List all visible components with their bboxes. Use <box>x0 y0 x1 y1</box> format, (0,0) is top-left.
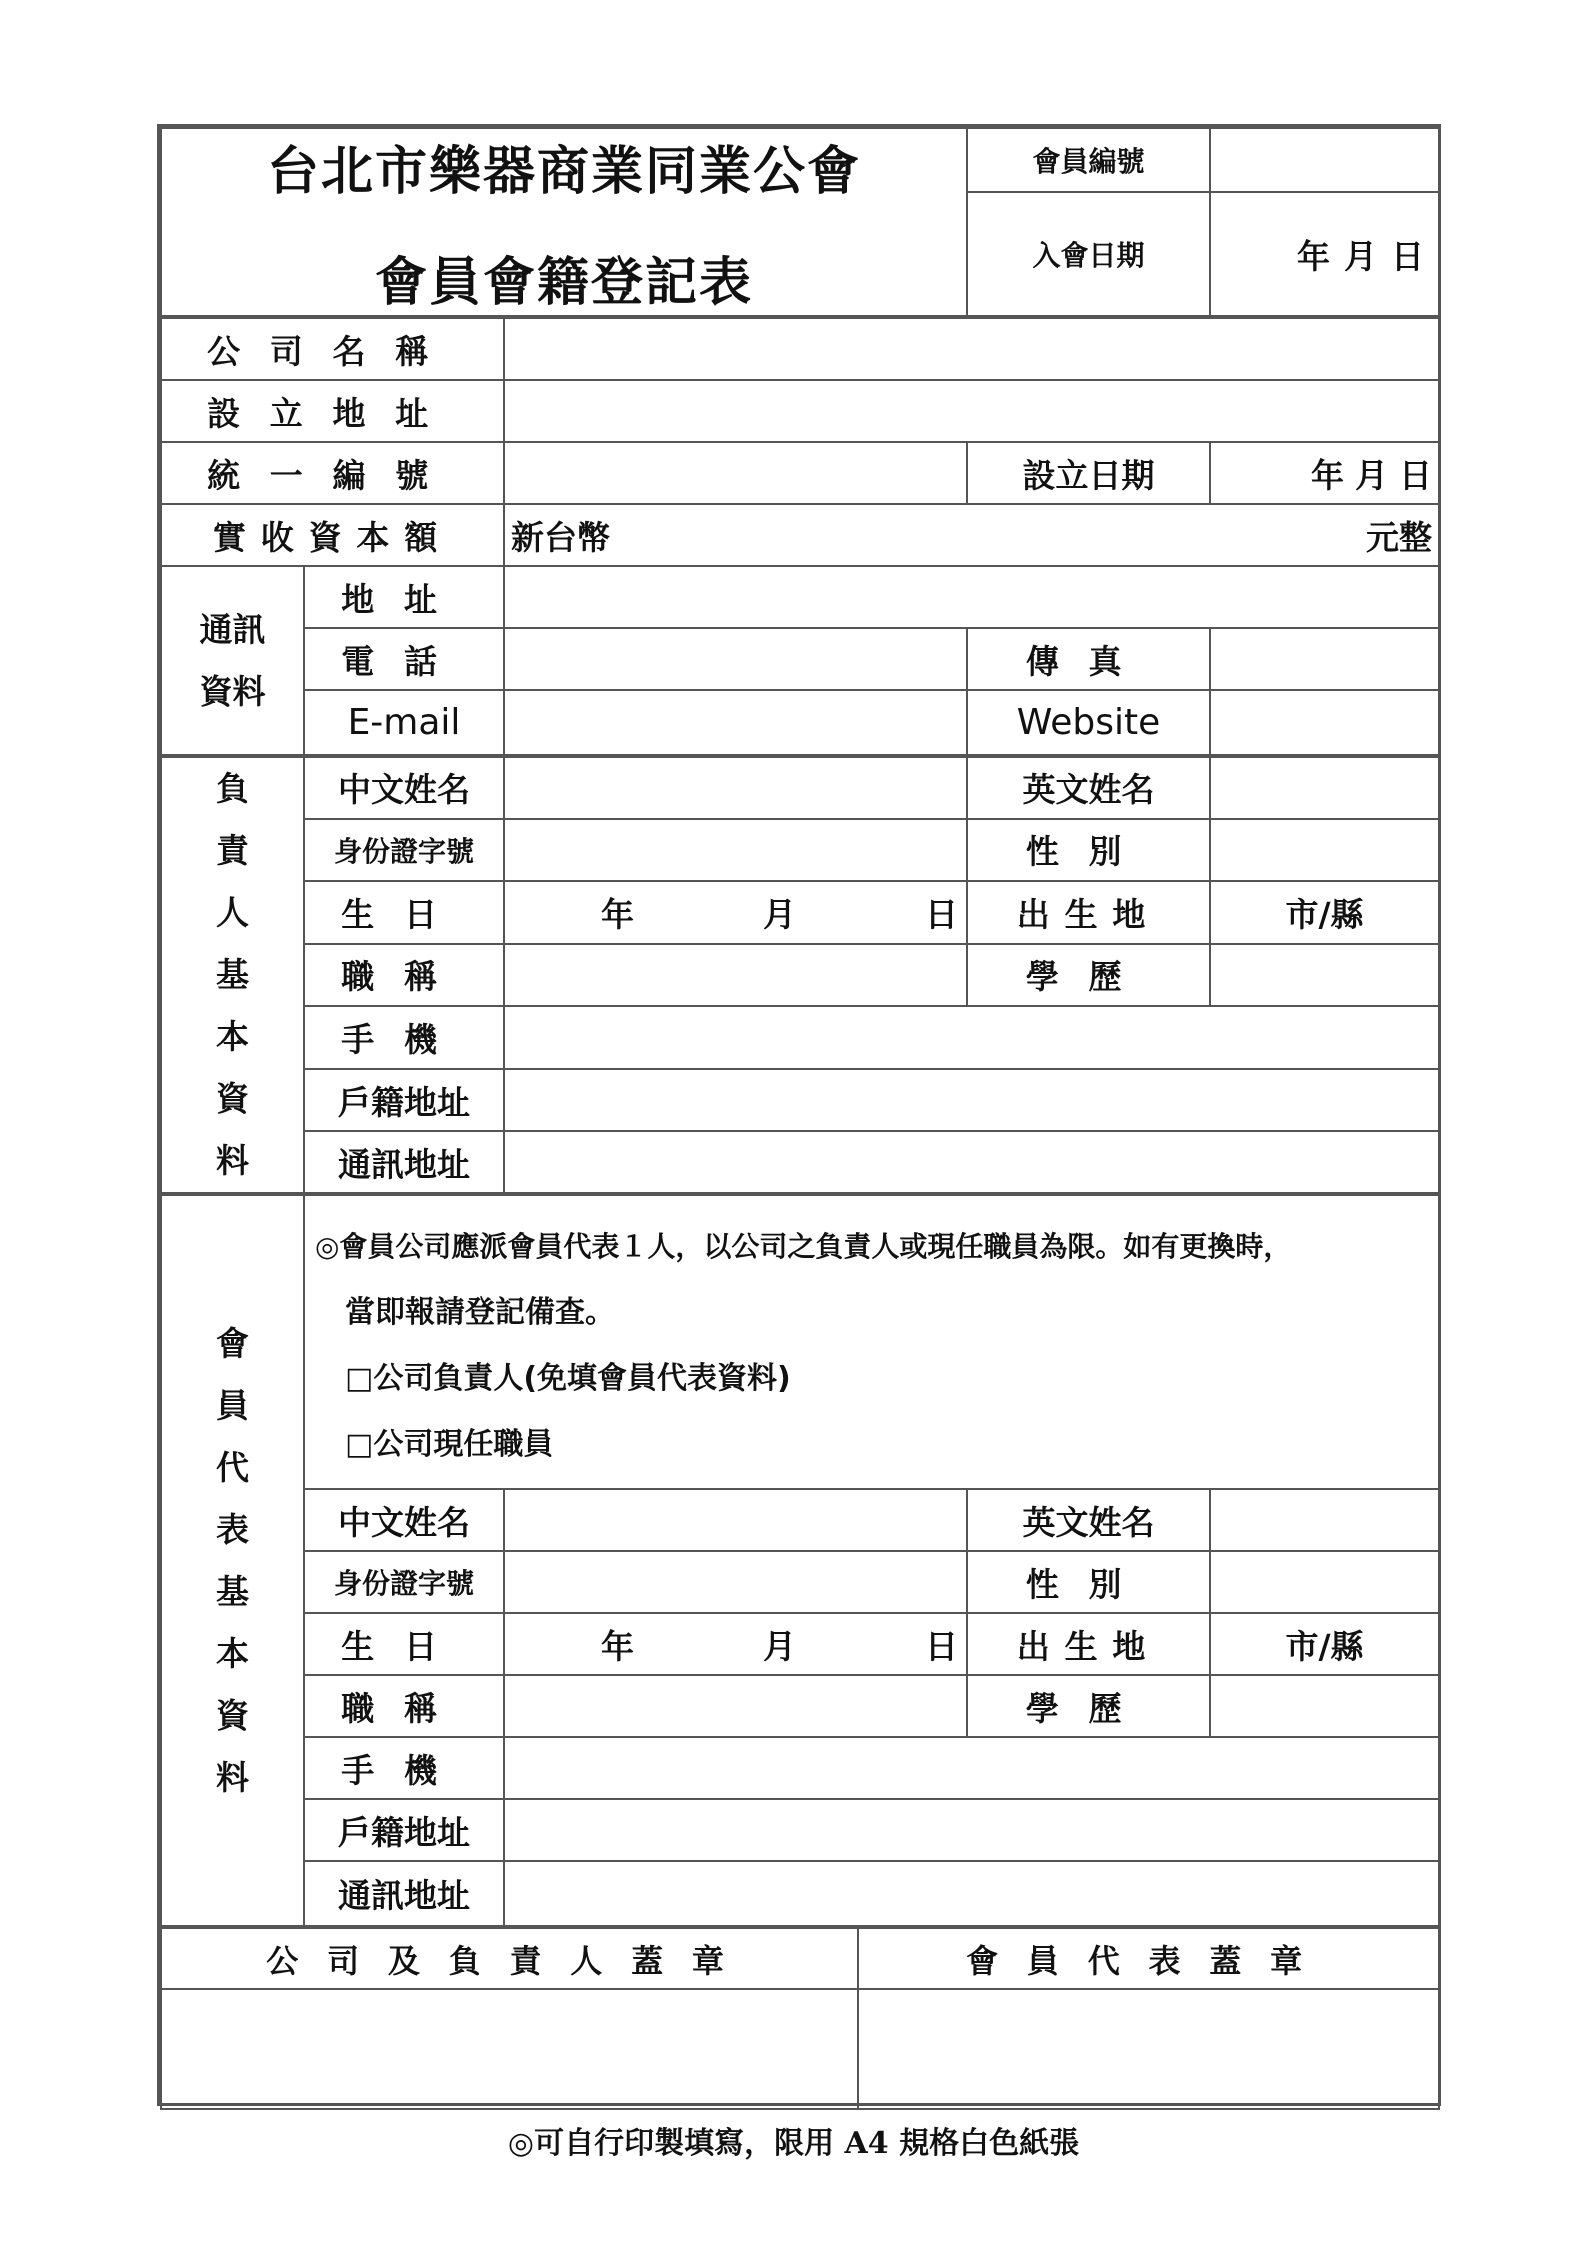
owner-mail-field[interactable] <box>504 1131 1439 1194</box>
rep-section-char: 表 <box>216 1509 249 1549</box>
member-no-label: 會員編號 <box>967 128 1210 192</box>
rep-section-char: 員 <box>216 1385 249 1425</box>
join-date-label: 入會日期 <box>967 192 1210 317</box>
footer-note: ◎可自行印製填寫，限用 A4 規格白色紙張 <box>507 2126 1080 2161</box>
owner-birthday-field[interactable] <box>504 881 967 944</box>
rep-section-char: 基 <box>216 1571 249 1611</box>
rep-birthday-label: 生日 <box>304 1613 504 1675</box>
join-year-label: 年 <box>1297 236 1331 276</box>
contact-section-label <box>161 566 304 756</box>
owner-id-field[interactable] <box>504 819 967 882</box>
rep-title-field[interactable] <box>504 1675 967 1737</box>
rep-mail-field[interactable] <box>504 1861 1439 1927</box>
fax-label: 傳真 <box>967 628 1210 690</box>
owner-en-name-field[interactable] <box>1210 756 1439 819</box>
owner-gender-field[interactable] <box>1210 819 1439 882</box>
rep-household-field[interactable] <box>504 1799 1439 1861</box>
owner-household-field[interactable] <box>504 1069 1439 1132</box>
form-title: 台北市樂器商業同業公會 <box>267 142 862 202</box>
registration-form <box>157 124 1441 2106</box>
rep-section-label <box>161 1194 304 1927</box>
rep-education-label: 學歷 <box>967 1675 1210 1737</box>
owner-education-field[interactable] <box>1210 944 1439 1007</box>
contact-address-label: 地址 <box>304 566 504 628</box>
rep-seal-label: 會員代表蓋章 <box>858 1927 1439 1989</box>
company-address-field[interactable] <box>504 380 1439 442</box>
rep-household-label: 戶籍地址 <box>304 1799 504 1861</box>
company-seal-area[interactable] <box>161 1989 858 2109</box>
company-seal-label: 公司及負責人蓋章 <box>161 1927 858 1989</box>
est-date-field[interactable] <box>1210 442 1439 504</box>
owner-title-field[interactable] <box>504 944 967 1007</box>
rep-birth-day: 日 <box>925 1626 958 1666</box>
contact-section-line1: 通訊 <box>199 609 266 649</box>
company-address-label: 設立地址 <box>161 380 504 442</box>
owner-education-label: 學歷 <box>967 944 1210 1007</box>
owner-section-char: 基 <box>216 955 249 994</box>
join-month-label: 月 <box>1344 236 1378 276</box>
rep-birth-year: 年 <box>601 1626 634 1666</box>
rep-birthplace-field[interactable]: 市/縣 <box>1210 1613 1439 1675</box>
owner-gender-label: 性別 <box>967 819 1210 882</box>
member-no-field[interactable] <box>1210 128 1439 192</box>
owner-mobile-field[interactable] <box>504 1006 1439 1069</box>
company-name-field[interactable] <box>504 317 1439 380</box>
rep-birth-month: 月 <box>763 1626 796 1666</box>
rep-mail-label: 通訊地址 <box>304 1861 504 1927</box>
form-subtitle: 會員會籍登記表 <box>375 253 754 313</box>
contact-address-field[interactable] <box>504 566 1439 628</box>
capital-field[interactable] <box>504 504 1439 566</box>
owner-mobile-label: 手機 <box>304 1006 504 1069</box>
owner-section-char: 人 <box>216 893 249 932</box>
owner-household-label: 戶籍地址 <box>304 1069 504 1132</box>
rep-option-staff[interactable]: □公司現任職員 <box>345 1427 554 1462</box>
owner-title-label: 職稱 <box>304 944 504 1007</box>
rep-mobile-field[interactable] <box>504 1737 1439 1799</box>
rep-section-char: 會 <box>216 1323 249 1363</box>
rep-note-line2: 當即報請登記備查。 <box>345 1295 615 1330</box>
rep-section-char: 本 <box>216 1633 249 1673</box>
owner-section-char: 本 <box>216 1017 249 1056</box>
phone-field[interactable] <box>504 628 967 690</box>
rep-en-name-field[interactable] <box>1210 1489 1439 1551</box>
capital-label: 實收資本額 <box>161 504 504 566</box>
owner-mail-label: 通訊地址 <box>304 1131 504 1194</box>
owner-id-label: 身份證字號 <box>304 819 504 882</box>
owner-birthplace-field[interactable]: 市/縣 <box>1210 881 1439 944</box>
est-day-label: 日 <box>1399 455 1433 495</box>
rep-section-char: 料 <box>216 1757 249 1797</box>
rep-note <box>304 1194 1439 1489</box>
est-year-label: 年 <box>1311 455 1345 495</box>
owner-section-char: 資 <box>216 1079 249 1118</box>
fax-field[interactable] <box>1210 628 1439 690</box>
rep-en-name-label: 英文姓名 <box>967 1489 1210 1551</box>
owner-cn-name-label: 中文姓名 <box>304 756 504 819</box>
website-field[interactable] <box>1210 690 1439 756</box>
tax-id-field[interactable] <box>504 442 967 504</box>
owner-birth-day: 日 <box>925 894 958 934</box>
rep-id-field[interactable] <box>504 1551 967 1613</box>
rep-gender-field[interactable] <box>1210 1551 1439 1613</box>
rep-note-line1: ◎會員公司應派會員代表１人，以公司之負責人或現任職員為限。如有更換時， <box>315 1230 1292 1263</box>
capital-prefix: 新台幣 <box>511 517 610 557</box>
rep-birthplace-label: 出生地 <box>967 1613 1210 1675</box>
contact-section-line2: 資料 <box>199 671 266 711</box>
rep-title-label: 職稱 <box>304 1675 504 1737</box>
owner-birth-month: 月 <box>763 894 796 934</box>
rep-section-char: 資 <box>216 1695 249 1735</box>
owner-cn-name-field[interactable] <box>504 756 967 819</box>
owner-birth-year: 年 <box>601 894 634 934</box>
email-field[interactable] <box>504 690 967 756</box>
rep-mobile-label: 手機 <box>304 1737 504 1799</box>
rep-seal-area[interactable] <box>858 1989 1439 2109</box>
owner-birthday-label: 生日 <box>304 881 504 944</box>
join-date-field[interactable] <box>1210 192 1439 317</box>
owner-birthplace-label: 出生地 <box>967 881 1210 944</box>
capital-suffix: 元整 <box>1366 517 1433 557</box>
est-month-label: 月 <box>1355 455 1389 495</box>
rep-cn-name-field[interactable] <box>504 1489 967 1551</box>
est-date-label: 設立日期 <box>967 442 1210 504</box>
join-day-label: 日 <box>1391 236 1425 276</box>
title-cell <box>161 128 967 317</box>
rep-section-char: 代 <box>216 1447 249 1487</box>
rep-gender-label: 性別 <box>967 1551 1210 1613</box>
company-name-label: 公司名稱 <box>161 317 504 380</box>
rep-id-label: 身份證字號 <box>304 1551 504 1613</box>
owner-section-char: 責 <box>216 831 249 870</box>
rep-birthday-field[interactable] <box>504 1613 967 1675</box>
owner-section-label <box>161 756 304 1194</box>
owner-section-char: 負 <box>216 769 249 808</box>
tax-id-label: 統一編號 <box>161 442 504 504</box>
phone-label: 電話 <box>304 628 504 690</box>
rep-education-field[interactable] <box>1210 1675 1439 1737</box>
rep-cn-name-label: 中文姓名 <box>304 1489 504 1551</box>
owner-section-char: 料 <box>216 1141 249 1180</box>
rep-option-owner[interactable]: □公司負責人(免填會員代表資料) <box>345 1361 791 1396</box>
owner-en-name-label: 英文姓名 <box>967 756 1210 819</box>
website-label: Website <box>967 690 1210 756</box>
email-label: E-mail <box>304 690 504 756</box>
